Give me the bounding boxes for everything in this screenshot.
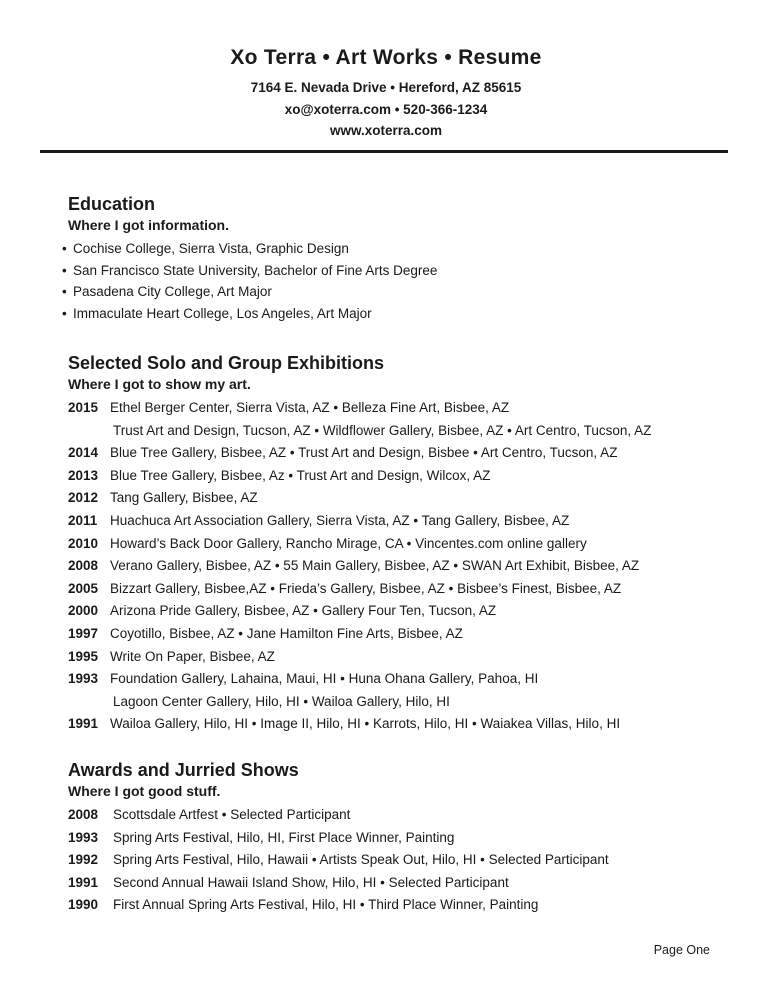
entry-text: First Annual Spring Arts Festival, Hilo, HI • Third Place Winner, Painting [113,897,539,913]
awards-list [62,804,752,917]
entry-text: Spring Arts Festival, Hilo, HI, First Place Winner, Painting [113,829,455,845]
entry-text: Blue Tree Gallery, Bisbee, Az • Trust Art and Design, Wilcox, AZ [110,467,491,483]
page-title: Xo Terra • Art Works • Resume [230,46,542,69]
entry-text: Howard’s Back Door Gallery, Rancho Mirage, CA • Vincentes.com online gallery [110,535,587,551]
awards-section [62,760,752,917]
section-title: Awards and Jurried Shows [68,760,299,780]
entry-text: Trust Art and Design, Tucson, AZ • Wildflower Gallery, Bisbee, AZ • Art Centro, Tucson, AZ [113,422,652,438]
year: 1992 [68,852,99,868]
year: 2008 [68,558,99,574]
bullet: • [62,305,67,321]
entry-text: Verano Gallery, Bisbee, AZ • 55 Main Gallery, Bisbee, AZ • SWAN Art Exhibit, Bisbee, AZ [110,558,640,574]
entry-text: Second Annual Hawaii Island Show, Hilo, HI • Selected Participant [113,874,509,890]
entry-text: Foundation Gallery, Lahaina, Maui, HI • Huna Ohana Gallery, Pahoa, HI [110,671,539,687]
award-row [62,894,752,917]
entry-text: Huachuca Art Association Gallery, Sierra Vista, AZ • Tang Gallery, Bisbee, AZ [110,512,570,528]
year: 1991 [68,874,99,890]
year: 2010 [68,535,99,551]
bullet: • [62,241,67,256]
year: 1995 [68,648,99,664]
year: 1993 [68,671,99,687]
section-title: Education [68,194,156,214]
exhibition-row [62,668,752,691]
exhibition-row [62,465,752,488]
year: 2013 [68,467,99,483]
list-item [62,238,752,260]
exhibition-row [62,420,752,443]
year: 2005 [68,580,99,596]
list-item [62,303,752,325]
year: 2000 [68,603,99,619]
year: 2012 [68,490,99,506]
year: 1990 [68,897,99,913]
header-divider [40,150,728,153]
entry-text: Wailoa Gallery, Hilo, HI • Image II, Hilo, HI • Karrots, Hilo, HI • Waiakea Villas, Hilo, HI [110,716,621,732]
year: 1993 [68,829,99,845]
website-line: www.xoterra.com [329,123,443,138]
education-list [62,238,752,324]
exhibition-row [62,555,752,578]
exhibition-row [62,623,752,646]
list-item-text: San Francisco State University, Bachelor of Fine Arts Degree [73,262,438,278]
exhibition-row [62,533,752,556]
year: 1991 [68,716,99,732]
year: 2015 [68,400,99,415]
list-item-text: Immaculate Heart College, Los Angeles, Art Major [73,305,372,321]
bullet: • [62,262,67,278]
exhibition-row [62,510,752,533]
entry-text: Bizzart Gallery, Bisbee,AZ • Frieda’s Gallery, Bisbee, AZ • Bisbee’s Finest, Bisbee, AZ [110,580,622,596]
section-title: Selected Solo and Group Exhibitions [68,353,385,373]
exhibition-row [62,691,752,714]
entry-text: Ethel Berger Center, Sierra Vista, AZ • Belleza Fine Art, Bisbee, AZ [110,400,510,415]
page-number: Page One [653,943,710,957]
entry-text: Arizona Pride Gallery, Bisbee, AZ • Gallery Four Ten, Tucson, AZ [110,603,497,619]
section-subtitle: Where I got good stuff. [68,783,221,799]
year: 2011 [68,512,98,528]
year: 2014 [68,445,99,461]
bullet: • [62,284,67,299]
list-item [62,260,752,282]
exhibition-row [62,442,752,465]
contact-line: xo@xoterra.com • 520-366-1234 [284,102,488,117]
entry-text: Blue Tree Gallery, Bisbee, AZ • Trust Art and Design, Bisbee • Art Centro, Tucson, AZ [110,445,618,461]
entry-text: Tang Gallery, Bisbee, AZ [110,490,258,506]
list-item-text: Cochise College, Sierra Vista, Graphic Design [73,241,349,256]
section-subtitle: Where I got to show my art. [68,376,251,392]
exhibitions-list [62,397,752,736]
address-line: 7164 E. Nevada Drive • Hereford, AZ 85615 [250,80,522,95]
exhibition-row [62,397,752,420]
award-row [62,804,752,827]
exhibition-row [62,646,752,669]
award-row [62,827,752,850]
year: 1997 [68,625,99,641]
exhibition-row [62,487,752,510]
entry-text: Write On Paper, Bisbee, AZ [110,648,275,664]
section-subtitle: Where I got information. [68,217,229,233]
entry-text: Lagoon Center Gallery, Hilo, HI • Wailoa Gallery, Hilo, HI [113,693,450,709]
entry-text: Coyotillo, Bisbee, AZ • Jane Hamilton Fine Arts, Bisbee, AZ [110,625,463,641]
year: 2008 [68,807,99,822]
exhibitions-section [62,353,752,736]
entry-text: Spring Arts Festival, Hilo, Hawaii • Artists Speak Out, Hilo, HI • Selected Participant [113,852,609,868]
education-section [62,194,752,324]
exhibition-row [62,600,752,623]
award-row [62,872,752,895]
award-row [62,849,752,872]
exhibition-row [62,713,752,736]
list-item-text: Pasadena City College, Art Major [73,284,272,299]
exhibition-row [62,578,752,601]
entry-text: Scottsdale Artfest • Selected Participant [113,807,351,822]
list-item [62,281,752,303]
